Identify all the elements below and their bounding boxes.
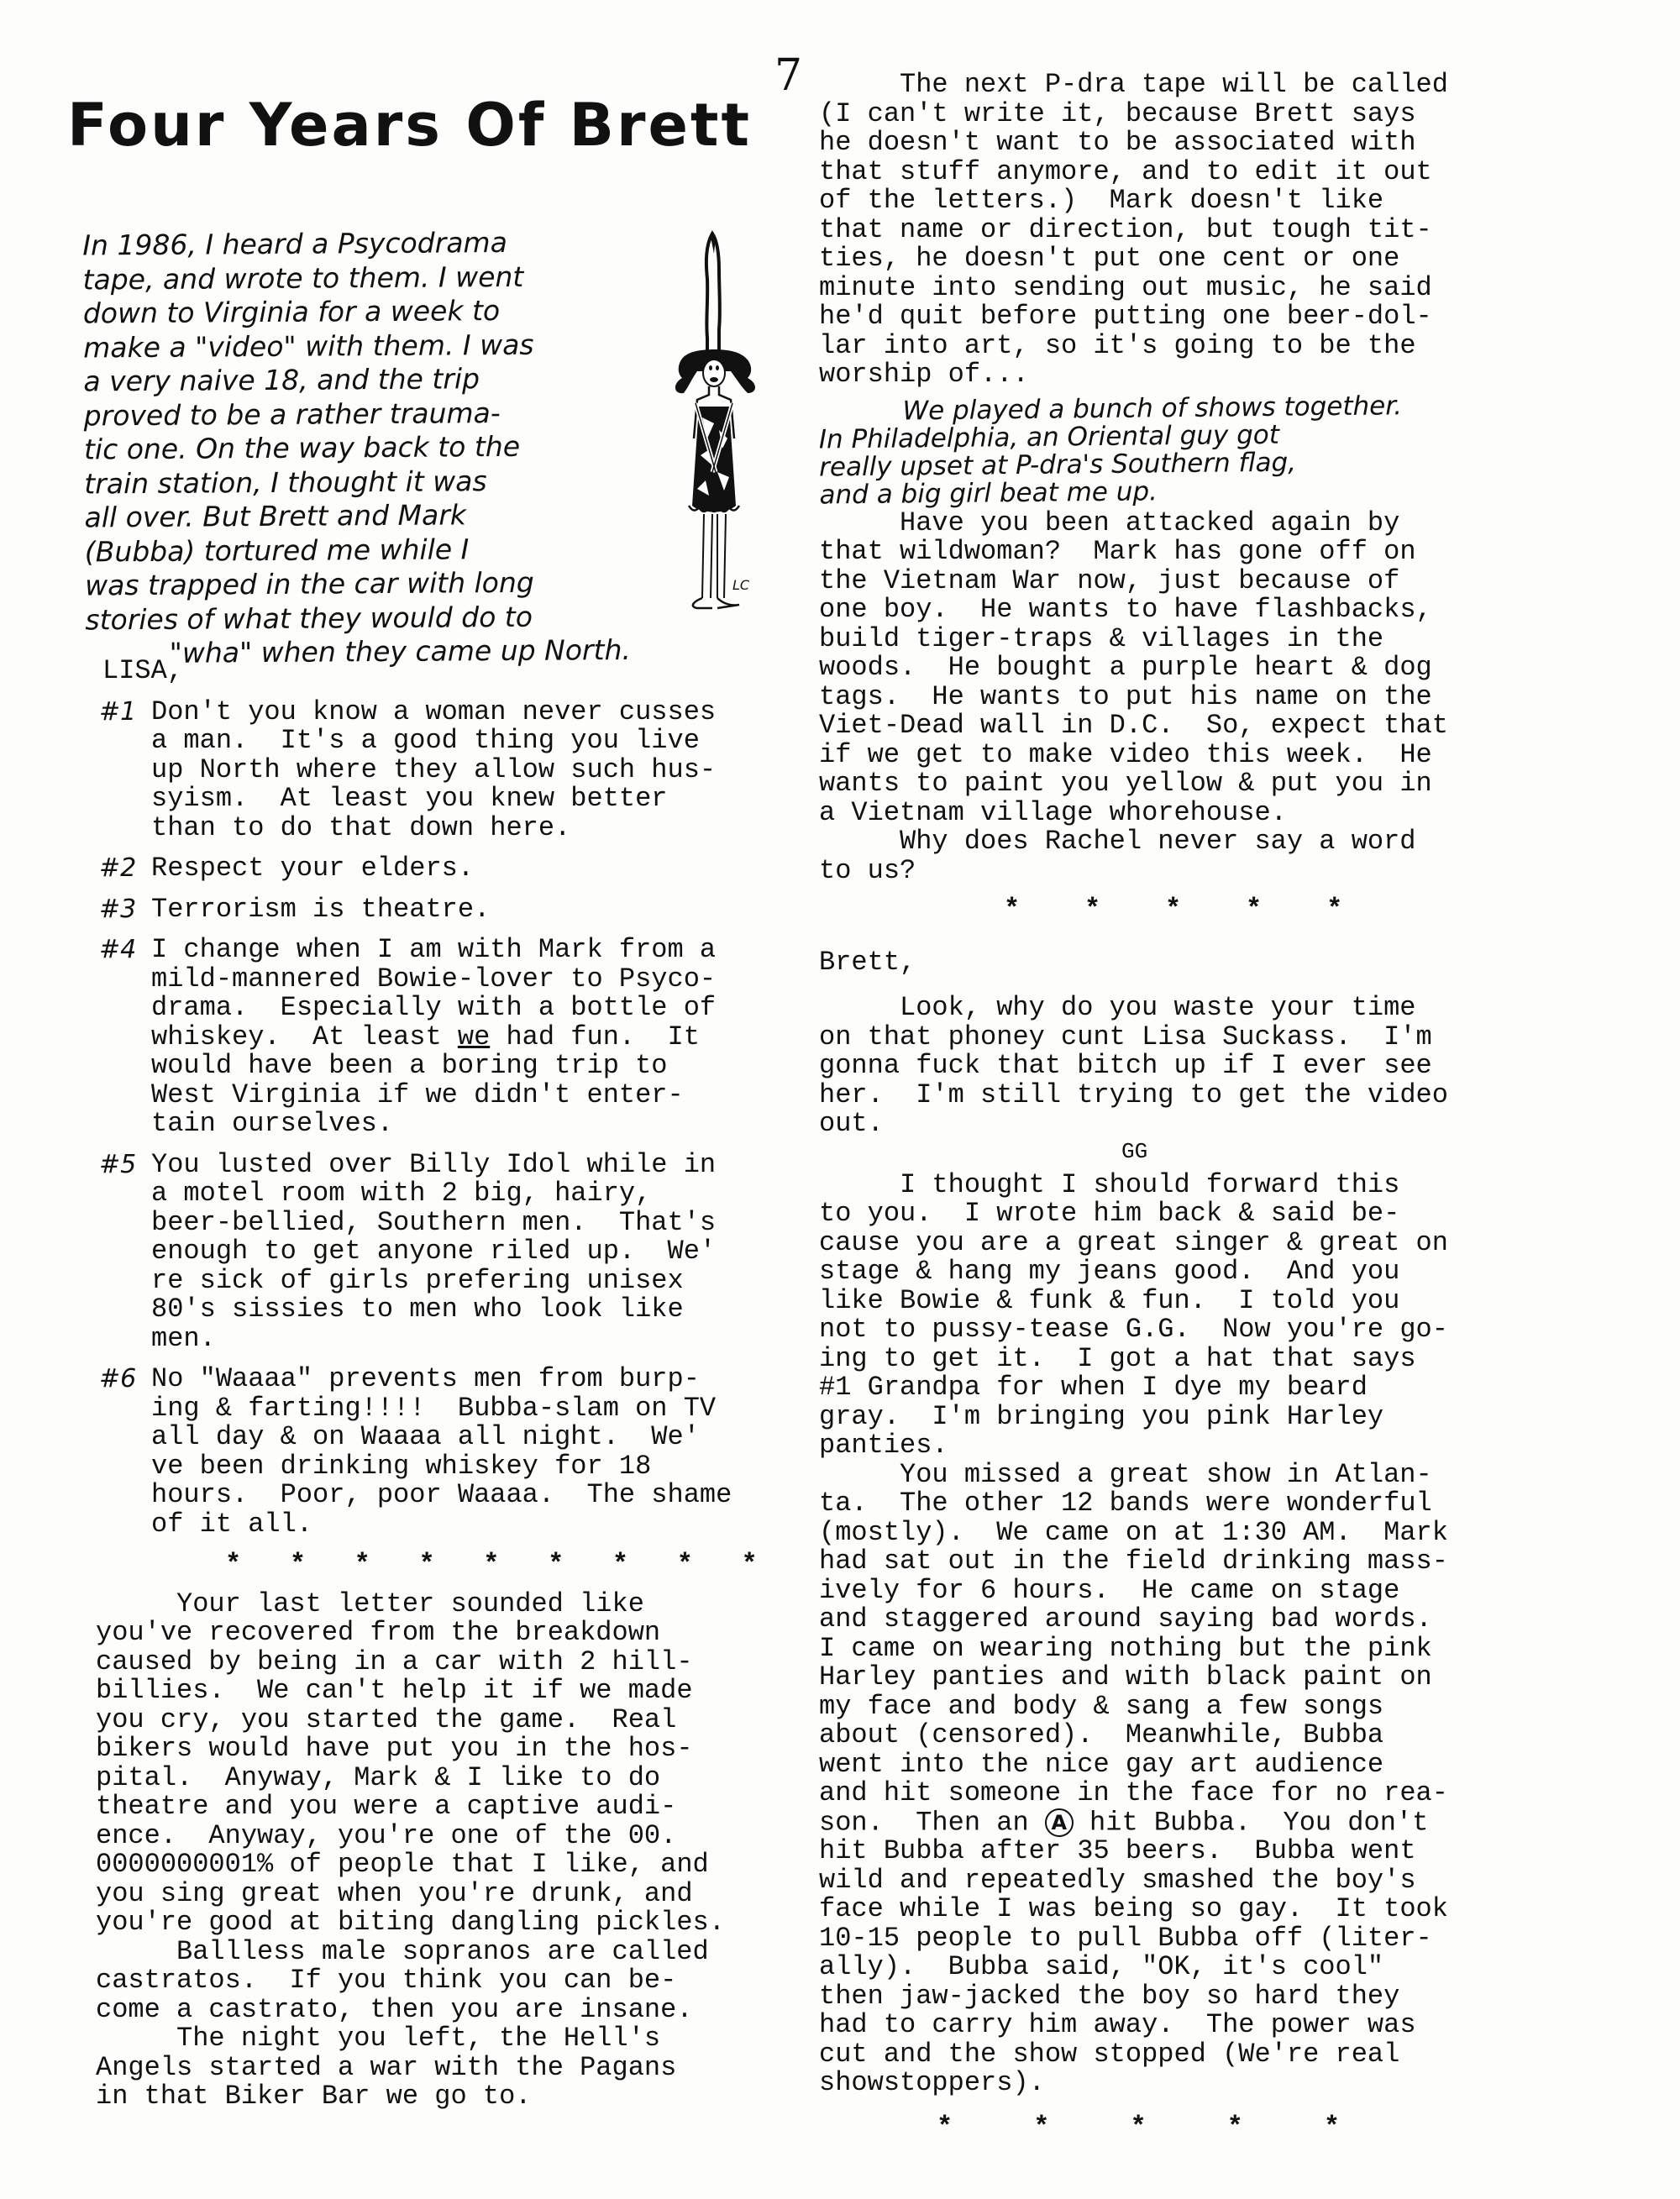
item-line: West Virginia if we didn't enter- (151, 1079, 684, 1110)
intro-line: In 1986, I heard a Psycodrama (82, 225, 507, 262)
para-line: you've recovered from the breakdown (96, 1617, 661, 1648)
paragraph (96, 1935, 788, 2025)
note-line: In Philadelphia, an Oriental guy got (818, 419, 1280, 455)
page-title: Four Years Of Brett (67, 91, 752, 160)
para-line: on that phoney cunt Lisa Suckass. I'm (819, 1021, 1432, 1052)
item-line: a man. It's a good thing you live (151, 725, 700, 756)
item-line-end: had fun. It (490, 1021, 700, 1052)
para-line: you're good at biting dangling pickles. (96, 1907, 725, 1938)
feet (693, 598, 739, 608)
para-line: stage & hang my jeans good. And you (819, 1256, 1400, 1287)
item-number: #3 (99, 894, 137, 924)
salutation: LISA, (102, 655, 184, 686)
para-line: ing to get it. I got a hat that says (819, 1342, 1416, 1374)
item-line: tain ourselves. (151, 1108, 394, 1139)
face (703, 360, 725, 386)
para-line: Have you been attacked again by (900, 506, 1400, 538)
para-line: Harley panties and with black paint on (819, 1661, 1432, 1693)
para-line: 0000000001% of people that I like, and (96, 1849, 709, 1880)
para-line: to you. I wrote him back & said be- (819, 1198, 1400, 1229)
para-line-end: hit Bubba. You don't (1073, 1806, 1429, 1838)
para-line: castratos. If you think you can be- (96, 1965, 677, 1996)
para-line: Why does Rachel never say a word (900, 826, 1416, 857)
legs (702, 514, 726, 598)
item-line: drama. Especially with a bottle of (151, 992, 717, 1023)
para-line: woods. He bought a purple heart & dog (819, 652, 1432, 683)
item-line: syism. At least you knew better (151, 783, 668, 814)
para-line: out. (819, 1108, 884, 1139)
para-line (819, 1808, 1541, 1838)
list-item (99, 895, 788, 925)
anarchy-symbol-icon: A (1045, 1808, 1074, 1837)
para-line: You missed a great show in Atlan- (900, 1458, 1432, 1490)
item-line: than to do that down here. (151, 811, 571, 843)
paragraph-forward (819, 1168, 1541, 1461)
item-number: #2 (99, 853, 137, 883)
list-item (99, 695, 788, 843)
para-line: panties. (819, 1430, 948, 1461)
artist-signature: LC (732, 577, 750, 593)
list-item (99, 1148, 788, 1354)
para-line: her. I'm still trying to get the video (819, 1079, 1448, 1110)
note-line: We played a bunch of shows together. (902, 390, 1403, 426)
gg-letter (819, 948, 1541, 1162)
paragraph (96, 1590, 788, 1938)
para-line: Angels started a war with the Pagans (96, 2051, 677, 2083)
para-line: of the letters.) Mark doesn't like (819, 185, 1384, 216)
para-line: build tiger-traps & villages in the (819, 622, 1384, 654)
para-line: you sing great when you're drunk, and (96, 1877, 693, 1909)
para-line: The night you left, the Hell's (176, 2023, 661, 2054)
para-line: then jaw-jacked the boy so hard they (819, 1980, 1400, 2012)
para-line: in that Biker Bar we go to. (96, 2081, 532, 2112)
item-line: up North where they allow such hus- (151, 753, 717, 785)
gg-letter-body (819, 994, 1541, 1139)
intro-line: a very naive 18, and the trip (83, 362, 480, 398)
item-line: re sick of girls prefering unisex (151, 1264, 684, 1296)
intro-line: was trapped in the car with long (84, 565, 534, 602)
para-line: (mostly). We came on at 1:30 AM. Mark (819, 1516, 1448, 1548)
para-line: minute into sending out music, he said (819, 271, 1432, 303)
para-line: #1 Grandpa for when I dye my beard (819, 1372, 1368, 1403)
item-line: mild-mannered Bowie-lover to Psyco- (151, 963, 717, 995)
para-line: showstoppers). (819, 2067, 1045, 2099)
item-number: #1 (99, 696, 137, 727)
item-line: 80's sissies to men who look like (151, 1294, 684, 1325)
para-line: cut and the show stopped (We're real (819, 2038, 1400, 2070)
gg-signature: GG (1121, 1138, 1148, 1164)
para-line: not to pussy-tease G.G. Now you're go- (819, 1314, 1448, 1345)
item-line: Respect your elders. (151, 853, 475, 884)
item-line: would have been a boring trip to (151, 1050, 668, 1081)
item-line: Don't you know a woman never cusses (151, 695, 717, 727)
gg-salutation: Brett, (819, 946, 916, 978)
intro-line: stories of what they would do to (85, 600, 533, 637)
beehive-hair (706, 234, 720, 354)
intro-line: proved to be a rather trauma- (83, 396, 501, 433)
para-line: worship of... (819, 359, 1029, 390)
para-line: a Vietnam village whorehouse. (819, 796, 1287, 828)
para-line: and hit someone in the face for no rea- (819, 1777, 1448, 1808)
item-line: all day & on Waaaa all night. We' (151, 1421, 700, 1452)
para-line: like Bowie & funk & fun. I told you (819, 1284, 1400, 1316)
para-line: I thought I should forward this (900, 1168, 1400, 1200)
para-line: that wildwoman? Mark has gone off on (819, 536, 1416, 567)
intro-line: "wha" when they came up North. (169, 632, 632, 669)
para-line: I came on wearing nothing but the pink (819, 1632, 1432, 1664)
para-line: cause you are a great singer & great on (819, 1226, 1448, 1258)
para-line: ively for 6 hours. He came on stage (819, 1574, 1400, 1606)
para-line: Look, why do you waste your time (900, 992, 1416, 1023)
paragraph-rachel (819, 827, 1541, 885)
paragraph (96, 2024, 788, 2112)
end-divider: * * * * * (937, 2111, 1341, 2143)
para-line: one boy. He wants to have flashbacks, (819, 594, 1432, 625)
para-line: pital. Anyway, Mark & I like to do (96, 1761, 661, 1793)
item-line: You lusted over Billy Idol while in (151, 1148, 717, 1180)
item-line-start: whiskey. At least (151, 1021, 458, 1052)
page-number: 7 (774, 50, 803, 101)
para-line: tags. He wants to put his name on the (819, 680, 1432, 712)
intro-line: all over. But Brett and Mark (84, 498, 467, 534)
para-line: ence. Anyway, you're one of the 00. (96, 1819, 677, 1851)
letter-to-lisa (96, 655, 788, 2112)
para-line: he doesn't want to be associated with (819, 127, 1416, 158)
paragraph-attacked (819, 506, 1541, 828)
item-line: No "Waaaa" prevents men from burp- (151, 1363, 700, 1394)
para-line: to us? (819, 854, 916, 886)
para-line: that name or direction, but tough tit- (819, 213, 1432, 245)
para-line: (I can't write it, because Brett says (819, 97, 1416, 129)
para-line: the Vietnam War now, just because of (819, 564, 1400, 596)
note-line: and a big girl beat me up. (819, 475, 1158, 510)
paragraph-tape (819, 71, 1541, 390)
intro-line: tic one. On the way back to the (83, 429, 521, 466)
para-line: theatre and you were a captive audi- (96, 1791, 677, 1822)
para-line: that stuff anymore, and to edit it out (819, 155, 1432, 187)
list-item (99, 1365, 788, 1539)
para-line: Viet-Dead wall in D.C. So, expect that (819, 710, 1448, 741)
para-line: had sat out in the field drinking mass- (819, 1546, 1448, 1577)
para-line: billies. We can't help it if we made (96, 1675, 693, 1706)
para-line: lar into art, so it's going to be the (819, 329, 1416, 361)
para-line: gonna fuck that bitch up if I ever see (819, 1050, 1432, 1081)
para-line: if we get to make video this week. He (819, 738, 1432, 770)
para-line: Ballless male sopranos are called (176, 1935, 709, 1967)
para-line: caused by being in a car with 2 hill- (96, 1645, 693, 1677)
para-line: you cry, you started the game. Real (96, 1703, 677, 1735)
para-line: my face and body & sang a few songs (819, 1690, 1384, 1722)
para-line: went into the nice gay art audience (819, 1748, 1384, 1780)
intro-line: make a "video" with them. I was (83, 328, 534, 365)
para-line: ally). Bubba said, "OK, it's cool" (819, 1951, 1384, 1983)
para-line: bikers would have put you in the hos- (96, 1733, 693, 1764)
intro-line: down to Virginia for a week to (82, 294, 501, 330)
para-line: and staggered around saying bad words. (819, 1603, 1432, 1635)
item-line: enough to get anyone riled up. We' (151, 1236, 717, 1267)
para-line: ta. The other 12 bands were wonderful (819, 1488, 1432, 1519)
para-line-start: son. Then an (819, 1806, 1045, 1838)
list-item (99, 936, 788, 1139)
item-line: I change when I am with Mark from a (151, 934, 717, 965)
para-line: had to carry him away. The power was (819, 2009, 1416, 2041)
section-divider: * * * * * (1004, 894, 1343, 925)
item-line: a motel room with 2 big, hairy, (151, 1178, 652, 1209)
section-divider: * * * * * * * * * (225, 1549, 758, 1580)
note-line: really upset at P-dra's Southern flag, (819, 447, 1297, 483)
para-line: he'd quit before putting one beer-dol- (819, 301, 1432, 332)
item-line: ve been drinking whiskey for 18 (151, 1450, 652, 1482)
handwritten-intro (82, 224, 690, 671)
item-line: ing & farting!!!! Bubba-slam on TV (151, 1392, 717, 1424)
para-line: gray. I'm bringing you pink Harley (819, 1400, 1384, 1432)
item-line: men. (151, 1322, 216, 1354)
list-item (99, 854, 788, 884)
item-line: Terrorism is theatre. (151, 893, 491, 925)
para-line: face while I was being so gay. It took (819, 1893, 1448, 1925)
para-line: ties, he doesn't put one cent or one (819, 243, 1400, 274)
para-line: wild and repeatedly smashed the boy's (819, 1864, 1416, 1896)
item-line: of it all. (151, 1508, 313, 1540)
item-number: #4 (99, 935, 137, 964)
item-number: #5 (99, 1149, 137, 1179)
item-line (151, 1023, 788, 1052)
handwritten-note (818, 391, 1541, 509)
right-column (819, 71, 1541, 2152)
para-line: come a castrato, then you are insane. (96, 1993, 693, 2025)
para-line: hit Bubba after 35 beers. Bubba went (819, 1835, 1416, 1867)
intro-line: (Bubba) tortured me while I (84, 532, 470, 569)
para-line: The next P-dra tape will be called (900, 69, 1448, 100)
para-line: 10-15 people to pull Bubba off (liter- (819, 1922, 1432, 1954)
item-number: #6 (99, 1364, 137, 1393)
para-line: Your last letter sounded like (176, 1588, 644, 1619)
intro-line: train station, I thought it was (84, 464, 487, 501)
para-line: wants to paint you yellow & put you in (819, 768, 1432, 799)
girl-illustration (664, 228, 764, 615)
intro-line: tape, and wrote to them. I went (82, 260, 524, 297)
item-line: hours. Poor, poor Waaaa. The shame (151, 1479, 732, 1510)
underlined-word: we (457, 1021, 491, 1052)
paragraph-atlanta (819, 1458, 1541, 2099)
item-line: beer-bellied, Southern men. That's (151, 1206, 717, 1238)
para-line: about (censored). Meanwhile, Bubba (819, 1719, 1384, 1750)
